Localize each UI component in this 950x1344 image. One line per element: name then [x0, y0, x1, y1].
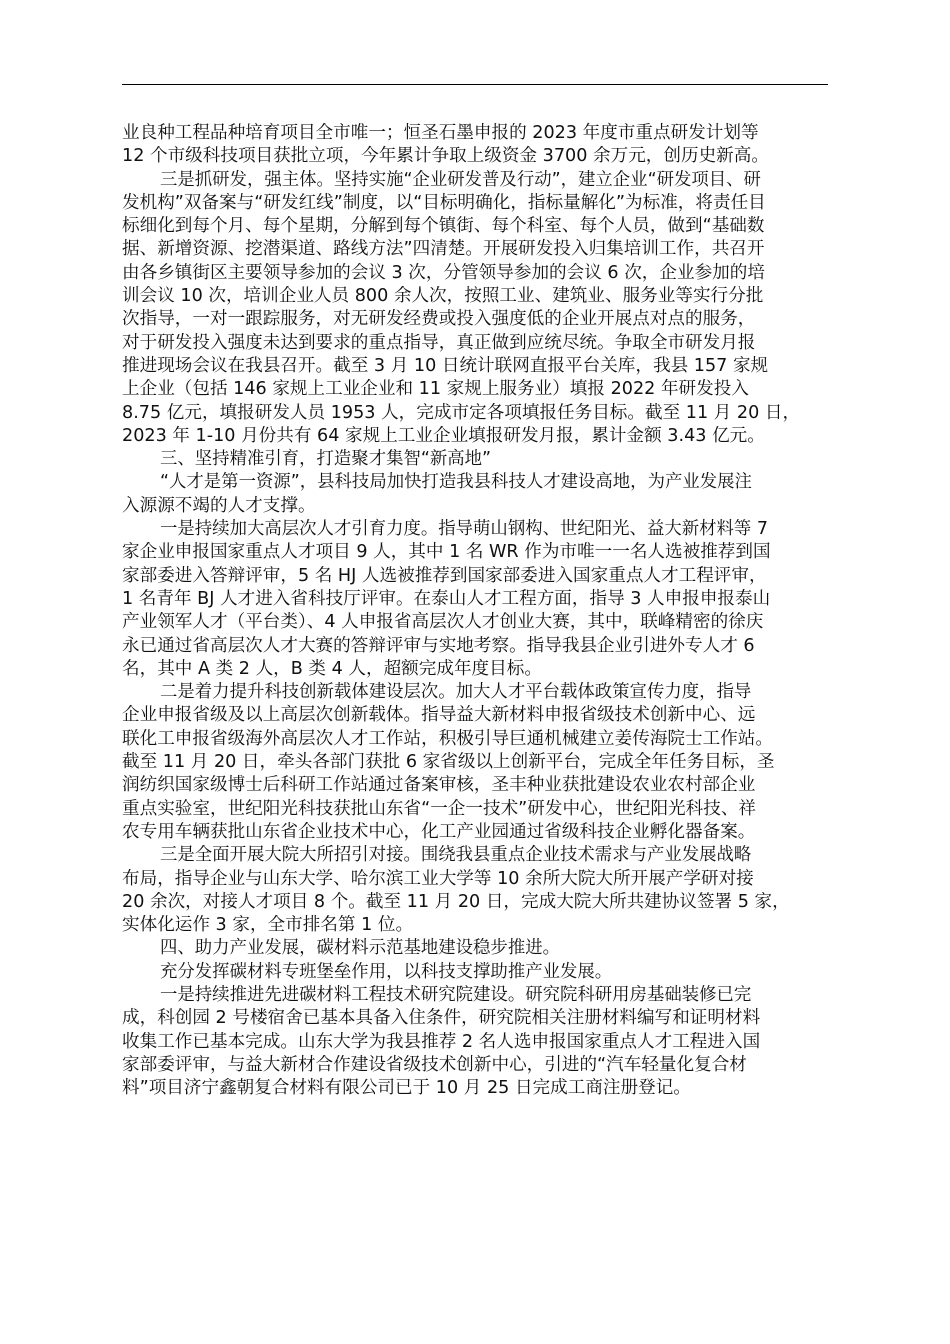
text-line: 二是着力提升科技创新载体建设层次。加大人才平台载体政策宣传力度，指导	[160, 682, 752, 703]
text-line: 成，科创园 2 号楼宿舍已基本具备入住条件，研究院相关注册材料编写和证明材料	[122, 1008, 761, 1029]
text-line: 入源源不竭的人才支撑。	[122, 495, 316, 516]
text-line: 三是抓研发，强主体。坚持实施“企业研发普及行动”，建立企业“研发项目、研	[160, 169, 761, 190]
text-line: 实体化运作 3 家，全市排名第 1 位。	[122, 915, 414, 936]
text-line: 农专用车辆获批山东省企业技术中心，化工产业园通过省级科技企业孵化器备案。	[122, 821, 756, 842]
text-line: 润纺织国家级博士后科研工作站通过备案审核，圣丰种业获批建设农业农村部企业	[122, 775, 756, 796]
text-line: 家部委进入答辩评审，5 名 HJ 人选被推荐到国家部委进入国家重点人才工程评审，	[122, 565, 767, 586]
text-line: 布局，指导企业与山东大学、哈尔滨工业大学等 10 余所大院大所开展产学研对接	[122, 868, 754, 889]
text-line: 一是持续推进先进碳材料工程技术研究院建设。研究院科研用房基础装修已完	[160, 984, 752, 1005]
text-line: 推进现场会议在我县召开。截至 3 月 10 日统计联网直报平台关库，我县 157 家规	[122, 355, 769, 376]
text-line: 对于研发投入强度未达到要求的重点指导，真正做到应统尽统。争取全市研发月报	[122, 332, 756, 353]
text-line: 标细化到每个月、每个星期，分解到每个镇街、每个科室、每个人员，做到“基础数	[122, 216, 765, 237]
text-line: 由各乡镇街区主要领导参加的会议 3 次，分管领导参加的会议 6 次，企业参加的培	[122, 262, 765, 283]
text-line: 12 个市级科技项目获批立项，今年累计争取上级资金 3700 余万元，创历史新高。	[122, 146, 769, 167]
text-line: 充分发挥碳材料专班堡垒作用，以科技支撑助推产业发展。	[160, 961, 613, 982]
text-line: 产业领军人才（平台类）、4 人申报省高层次人才创业大赛，其中，联峰精密的徐庆	[122, 612, 764, 633]
text-line: 一是持续加大高层次人才引育力度。指导萌山钢构、世纪阳光、益大新材料等 7	[160, 519, 768, 540]
text-line: 1 名青年 BJ 人才进入省科技厅评审。在泰山人才工程方面，指导 3 人申报申报泰山	[122, 588, 771, 609]
document-body	[122, 122, 830, 1100]
text-line: 四、助力产业发展，碳材料示范基地建设稳步推进。	[160, 938, 560, 959]
text-line: 业良种工程品种培育项目全市唯一；恒圣石墨申报的 2023 年度市重点研发计划等	[122, 123, 759, 143]
text-line: 企业申报省级及以上高层次创新载体。指导益大新材料申报省级技术创新中心、远	[122, 705, 756, 726]
text-line: 发机构”双备案与“研发红线”制度，以“目标明确化，指标量解化”为标准，将责任目	[122, 192, 766, 213]
text-line: 名，其中 A 类 2 人，B 类 4 人，超额完成年度目标。	[122, 658, 542, 679]
text-line: 2023 年 1-10 月份共有 64 家规上工业企业填报研发月报，累计金额 3.43 亿元。	[122, 425, 765, 446]
text-line: 收集工作已基本完成。山东大学为我县推荐 2 名人选申报国家重点人才工程进入国	[122, 1031, 761, 1052]
text-line: 家部委评审，与益大新材合作建设省级技术创新中心，引进的“汽车轻量化复合材	[122, 1054, 747, 1075]
text-line: 料”项目济宁鑫朝复合材料有限公司已于 10 月 25 日完成工商注册登记。	[122, 1078, 691, 1099]
text-line: “人才是第一资源”，县科技局加快打造我县科技人才建设高地，为产业发展注	[160, 472, 752, 493]
text-line: 重点实验室，世纪阳光科技获批山东省“一企一技术”研发中心，世纪阳光科技、祥	[122, 798, 757, 819]
text-line: 永已通过省高层次人才大赛的答辩评审与实地考察。指导我县企业引进外专人才 6	[122, 635, 755, 656]
text-line: 据、新增资源、挖潜渠道、路线方法”四清楚。开展研发投入归集培训工作，共召开	[122, 239, 765, 260]
text-line: 次指导，一对一跟踪服务，对无研发经费或投入强度低的企业开展点对点的服务，	[122, 309, 756, 330]
text-line: 上企业（包括 146 家规上工业企业和 11 家规上服务业）填报 2022 年研发投入	[122, 379, 749, 400]
text-line: 截至 11 月 20 日，牵头各部门获批 6 家省级以上创新平台，完成全年任务目标，圣	[122, 752, 775, 773]
text-line: 家企业申报国家重点人才项目 9 人，其中 1 名 WR 作为市唯一一名人选被推荐到国	[122, 542, 771, 563]
text-line: 三、坚持精准引育，打造聚才集智“新高地”	[160, 449, 492, 470]
text-line: 20 余次，对接人才项目 8 个。截至 11 月 20 日，完成大院大所共建协议签署 5 家，	[122, 891, 790, 912]
text-line: 训会议 10 次，培训企业人员 800 余人次，按照工业、建筑业、服务业等实行分批	[122, 286, 764, 307]
text-line: 三是全面开展大院大所招引对接。围绕我县重点企业技术需求与产业发展战略	[160, 845, 752, 866]
text-line: 联化工申报省级海外高层次人才工作站，积极引导巨通机械建立姜传海院士工作站。	[122, 728, 773, 749]
header-rule	[122, 84, 828, 85]
text-line: 8.75 亿元，填报研发人员 1953 人，完成市定各项填报任务目标。截至 11 月 20 日，	[122, 402, 801, 423]
